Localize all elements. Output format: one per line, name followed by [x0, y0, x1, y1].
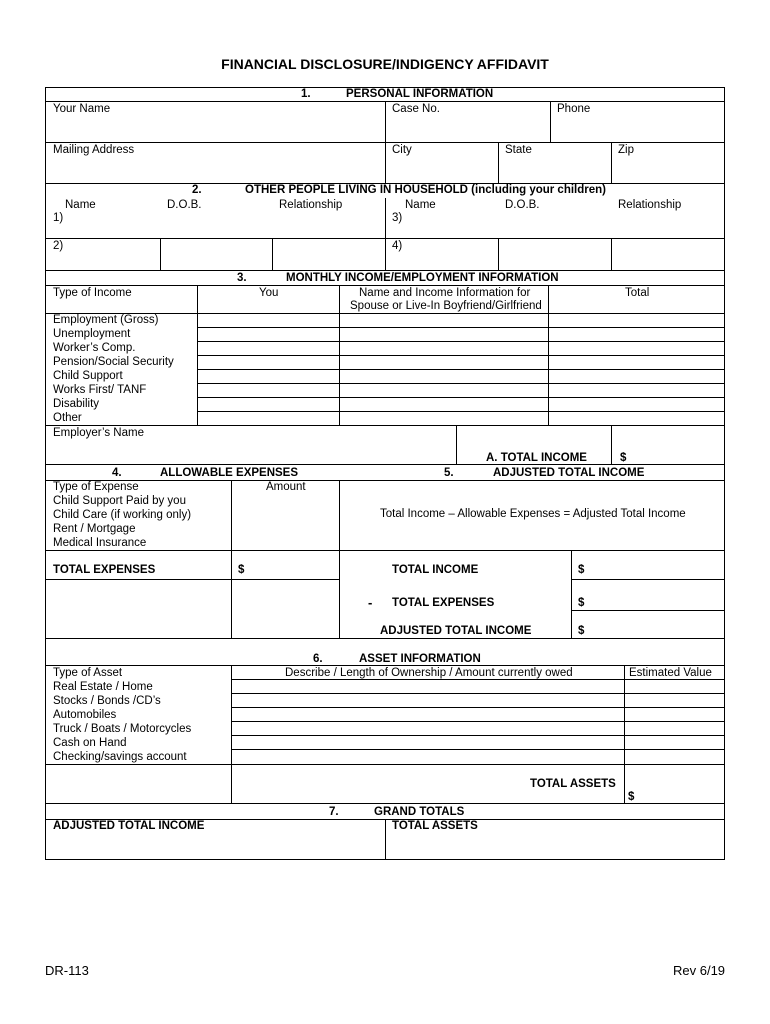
section-number: 3.: [237, 272, 247, 284]
formula-text: Total Income – Allowable Expenses = Adjusted Total Income: [380, 508, 686, 520]
income-type-label: Child Support: [53, 370, 123, 382]
describe-col-header: Describe / Length of Ownership / Amount currently owed: [285, 667, 573, 679]
total-income-label: TOTAL INCOME: [392, 564, 479, 576]
expense-label: Child Care (if working only): [53, 509, 192, 521]
dollar-sign: $: [628, 791, 635, 803]
employer-name-label: Employer’s Name: [53, 427, 144, 439]
asset-label: Cash on Hand: [53, 737, 127, 749]
form-number: DR-113: [45, 963, 89, 978]
section-heading: ALLOWABLE EXPENSES: [160, 467, 299, 479]
section-heading: GRAND TOTALS: [374, 806, 465, 818]
income-type-label: Worker’s Comp.: [53, 342, 136, 354]
type-of-income-header: Type of Income: [53, 287, 132, 299]
section-heading: OTHER PEOPLE LIVING IN HOUSEHOLD (including your children): [245, 184, 606, 196]
income-type-label: Employment (Gross): [53, 314, 159, 326]
total-expenses-label: TOTAL EXPENSES: [53, 564, 156, 576]
expense-label: Rent / Mortgage: [53, 523, 136, 535]
section-number: 1.: [301, 88, 311, 100]
section-number: 2.: [192, 184, 202, 196]
section-number: 4.: [112, 467, 122, 479]
type-of-asset-header: Type of Asset: [53, 667, 123, 679]
asset-label: Real Estate / Home: [53, 681, 153, 693]
minus-sign: -: [368, 595, 373, 610]
zip-label: Zip: [618, 144, 634, 156]
row-number: 4): [392, 240, 403, 252]
adjusted-total-income-label: ADJUSTED TOTAL INCOME: [380, 625, 532, 637]
section-heading: PERSONAL INFORMATION: [346, 88, 494, 100]
name-col-header: Name: [65, 199, 96, 211]
income-type-label: Unemployment: [53, 328, 131, 340]
dollar-sign: $: [578, 597, 585, 609]
dollar-sign: $: [578, 625, 585, 637]
total-assets-label: TOTAL ASSETS: [392, 820, 478, 832]
dob-col-header: D.O.B.: [505, 199, 540, 211]
expense-label: Medical Insurance: [53, 537, 147, 549]
dollar-sign: $: [620, 452, 627, 464]
expense-label: Child Support Paid by you: [53, 495, 186, 507]
section-heading: MONTHLY INCOME/EMPLOYMENT INFORMATION: [286, 272, 559, 284]
state-label: State: [505, 144, 532, 156]
total-col-header: Total: [625, 287, 650, 299]
form-title: FINANCIAL DISCLOSURE/INDIGENCY AFFIDAVIT: [221, 56, 549, 72]
asset-label: Automobiles: [53, 709, 117, 721]
dollar-sign: $: [238, 564, 245, 576]
section-heading: ADJUSTED TOTAL INCOME: [493, 467, 645, 479]
asset-label: Checking/savings account: [53, 751, 187, 763]
name-col-header: Name: [405, 199, 436, 211]
relationship-col-header: Relationship: [279, 199, 343, 211]
section-heading: ASSET INFORMATION: [359, 653, 481, 665]
your-name-label: Your Name: [53, 103, 111, 115]
spouse-col-header: Spouse or Live-In Boyfriend/Girlfriend: [350, 300, 542, 312]
section-number: 5.: [444, 467, 454, 479]
row-number: 1): [53, 212, 64, 224]
case-no-label: Case No.: [392, 103, 440, 115]
income-type-label: Pension/Social Security: [53, 356, 174, 368]
section-number: 6.: [313, 653, 323, 665]
section-number: 7.: [329, 806, 339, 818]
adjusted-total-income-label: ADJUSTED TOTAL INCOME: [53, 820, 205, 832]
income-type-label: Works First/ TANF: [53, 384, 147, 396]
you-col-header: You: [259, 287, 279, 299]
asset-label: Stocks / Bonds /CD’s: [53, 695, 161, 707]
income-type-label: Other: [53, 412, 82, 424]
dollar-sign: $: [578, 564, 585, 576]
total-assets-label: TOTAL ASSETS: [530, 778, 616, 790]
mailing-address-label: Mailing Address: [53, 144, 135, 156]
amount-col-header: Amount: [266, 481, 306, 493]
row-number: 2): [53, 240, 64, 252]
revision-date: Rev 6/19: [673, 963, 726, 978]
estimated-value-header: Estimated Value: [629, 667, 712, 679]
city-label: City: [392, 144, 412, 156]
total-expenses-label: TOTAL EXPENSES: [392, 597, 495, 609]
spouse-col-header: Name and Income Information for: [359, 287, 531, 299]
income-type-label: Disability: [53, 398, 100, 410]
dob-col-header: D.O.B.: [167, 199, 202, 211]
asset-label: Truck / Boats / Motorcycles: [53, 723, 192, 735]
total-income-label: A. TOTAL INCOME: [486, 452, 587, 464]
relationship-col-header: Relationship: [618, 199, 682, 211]
phone-label: Phone: [557, 103, 591, 115]
type-of-expense-header: Type of Expense: [53, 481, 139, 493]
row-number: 3): [392, 212, 403, 224]
